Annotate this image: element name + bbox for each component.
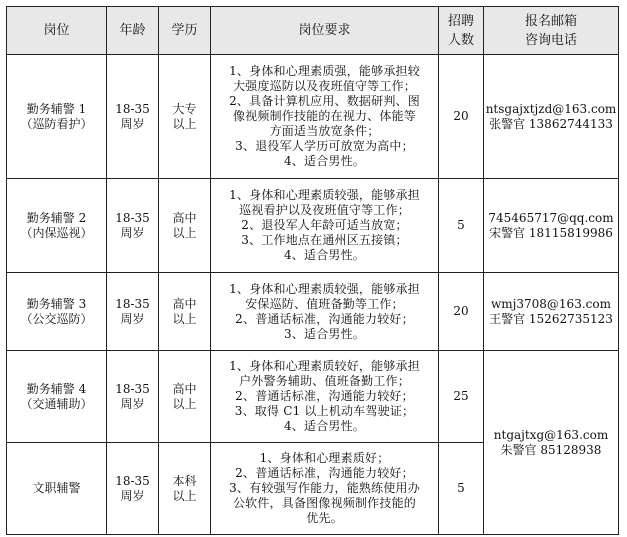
requirement-line: 优先。 (306, 511, 343, 525)
contact-email: wmj3708@163.com (491, 296, 611, 311)
education-cell (159, 273, 211, 351)
contact-phone: 王警官 15262735123 (489, 311, 613, 326)
header-recruit-line1: 招聘 (447, 13, 474, 29)
position-type: （内保巡视） (20, 225, 93, 240)
age-unit: 周岁 (120, 311, 145, 326)
position-name: 勤务辅警 2 (26, 210, 87, 225)
header-age: 年龄 (107, 7, 159, 55)
requirement-line: 3、退役军人学历可放宽为高中； (235, 139, 414, 153)
position-cell (7, 443, 107, 535)
recruit-count-cell: 20 (439, 273, 484, 351)
header-education: 学历 (159, 7, 211, 55)
requirement-line: 巡视看护以及夜班值守等工作； (239, 203, 410, 217)
header-recruit-line2: 人数 (447, 32, 474, 48)
position-name: 文职辅警 (32, 481, 81, 495)
header-contact-line1: 报名邮箱 (524, 13, 577, 29)
position-name: 勤务辅警 3 (26, 296, 87, 311)
position-cell (7, 351, 107, 443)
requirement-line: 2、退役军人年龄可适当放宽； (241, 218, 408, 232)
position-cell (7, 273, 107, 351)
shared-contact-cell (484, 351, 619, 535)
requirement-line: 4、适合男性。 (283, 419, 366, 433)
education-qualifier: 以上 (172, 396, 197, 411)
position-type: （交通辅助） (20, 396, 93, 411)
contact-cell (484, 55, 619, 179)
requirement-line: 4、适合男性。 (283, 154, 366, 168)
education-qualifier: 以上 (172, 225, 197, 240)
requirement-line: 方面适当放宽条件； (269, 124, 380, 138)
contact-email: 745465717@qq.com (488, 210, 614, 225)
requirement-line: 2、具备计算机应用、数据研判、图 (229, 94, 420, 108)
contact-phone: 朱警官 85128938 (500, 442, 602, 457)
age-range: 18-35 (115, 296, 150, 311)
recruitment-table (6, 6, 619, 535)
age-range: 18-35 (115, 210, 150, 225)
contact-cell (484, 179, 619, 273)
header-contact-line2: 咨询电话 (524, 32, 577, 48)
position-cell (7, 179, 107, 273)
requirement-line: 公软件，具备图像视频制作技能的 (232, 496, 416, 510)
contact-phone: 张警官 13862744133 (489, 116, 613, 131)
requirement-line: 安保巡防、值班备勤等工作； (245, 296, 404, 311)
education-cell (159, 179, 211, 273)
age-unit: 周岁 (120, 396, 145, 411)
position-type: （公交巡防） (20, 311, 93, 326)
requirements-cell (211, 443, 439, 535)
education-cell (159, 55, 211, 179)
age-unit: 周岁 (120, 116, 145, 131)
requirement-line: 2、普通话标准，沟通能力较好； (235, 466, 414, 480)
requirement-line: 3、适合男性。 (283, 326, 366, 341)
age-range: 18-35 (115, 381, 150, 396)
education-level: 高中 (172, 210, 197, 225)
requirement-line: 大强度巡防以及夜班值守等工作； (232, 79, 416, 93)
education-qualifier: 以上 (172, 116, 197, 131)
contact-cell (484, 273, 619, 351)
table-row (7, 351, 619, 443)
position-name: 勤务辅警 1 (26, 101, 87, 116)
recruit-count-cell: 5 (439, 179, 484, 273)
requirement-line: 1、身体和心理素质较好，能够承担 (229, 359, 420, 373)
requirement-line: 3、取得 C1 以上机动车驾驶证； (234, 404, 415, 418)
requirement-line: 4、适合男性。 (283, 248, 366, 262)
requirement-line: 户外警务辅助、值班备勤工作； (239, 374, 410, 388)
age-cell (107, 273, 159, 351)
recruit-count-cell: 20 (439, 55, 484, 179)
table-row (7, 55, 619, 179)
requirements-cell (211, 55, 439, 179)
education-cell (159, 443, 211, 535)
position-cell (7, 55, 107, 179)
requirements-cell (211, 273, 439, 351)
requirement-line: 1、身体和心理素质强，能够承担较 (229, 64, 420, 78)
table-row (7, 179, 619, 273)
requirements-cell (211, 179, 439, 273)
header-recruit-count (439, 7, 484, 55)
requirement-line: 2、普通话标准，沟通能力较好； (235, 389, 414, 403)
header-position: 岗位 (7, 7, 107, 55)
requirement-line: 1、身体和心理素质较强，能够承担 (229, 188, 420, 202)
table-row (7, 273, 619, 351)
education-qualifier: 以上 (172, 488, 197, 503)
education-level: 高中 (172, 296, 197, 311)
requirements-cell (211, 351, 439, 443)
requirement-line: 1、身体和心理素质较强，能够承担 (229, 281, 420, 296)
header-row (7, 7, 619, 55)
education-cell (159, 351, 211, 443)
requirement-line: 3、有较强写作能力，能熟练使用办 (229, 481, 420, 495)
age-unit: 周岁 (120, 225, 145, 240)
age-range: 18-35 (115, 473, 150, 488)
requirement-line: 3、工作地点在通州区五接镇； (241, 233, 408, 247)
requirement-line: 像视频制作技能的在视力、体能等 (232, 109, 416, 123)
age-cell (107, 443, 159, 535)
age-cell (107, 351, 159, 443)
contact-email: ntgajtxg@163.com (493, 427, 609, 442)
recruit-count-cell: 5 (439, 443, 484, 535)
education-level: 大专 (172, 101, 197, 116)
age-unit: 周岁 (120, 488, 145, 503)
requirement-line: 1、身体和心理素质好； (259, 451, 390, 465)
recruitment-table-wrapper (6, 6, 619, 535)
header-requirements: 岗位要求 (211, 7, 439, 55)
education-qualifier: 以上 (172, 311, 197, 326)
education-level: 本科 (172, 473, 197, 488)
education-level: 高中 (172, 381, 197, 396)
position-type: （巡防看护） (20, 116, 93, 131)
requirement-line: 2、普通话标准，沟通能力较好； (235, 311, 414, 326)
contact-phone: 宋警官 18115819986 (489, 225, 613, 240)
age-cell (107, 55, 159, 179)
header-contact (484, 7, 619, 55)
age-cell (107, 179, 159, 273)
recruit-count-cell: 25 (439, 351, 484, 443)
position-name: 勤务辅警 4 (26, 381, 87, 396)
contact-email: ntsgajxtjzd@163.com (485, 101, 617, 116)
age-range: 18-35 (115, 101, 150, 116)
